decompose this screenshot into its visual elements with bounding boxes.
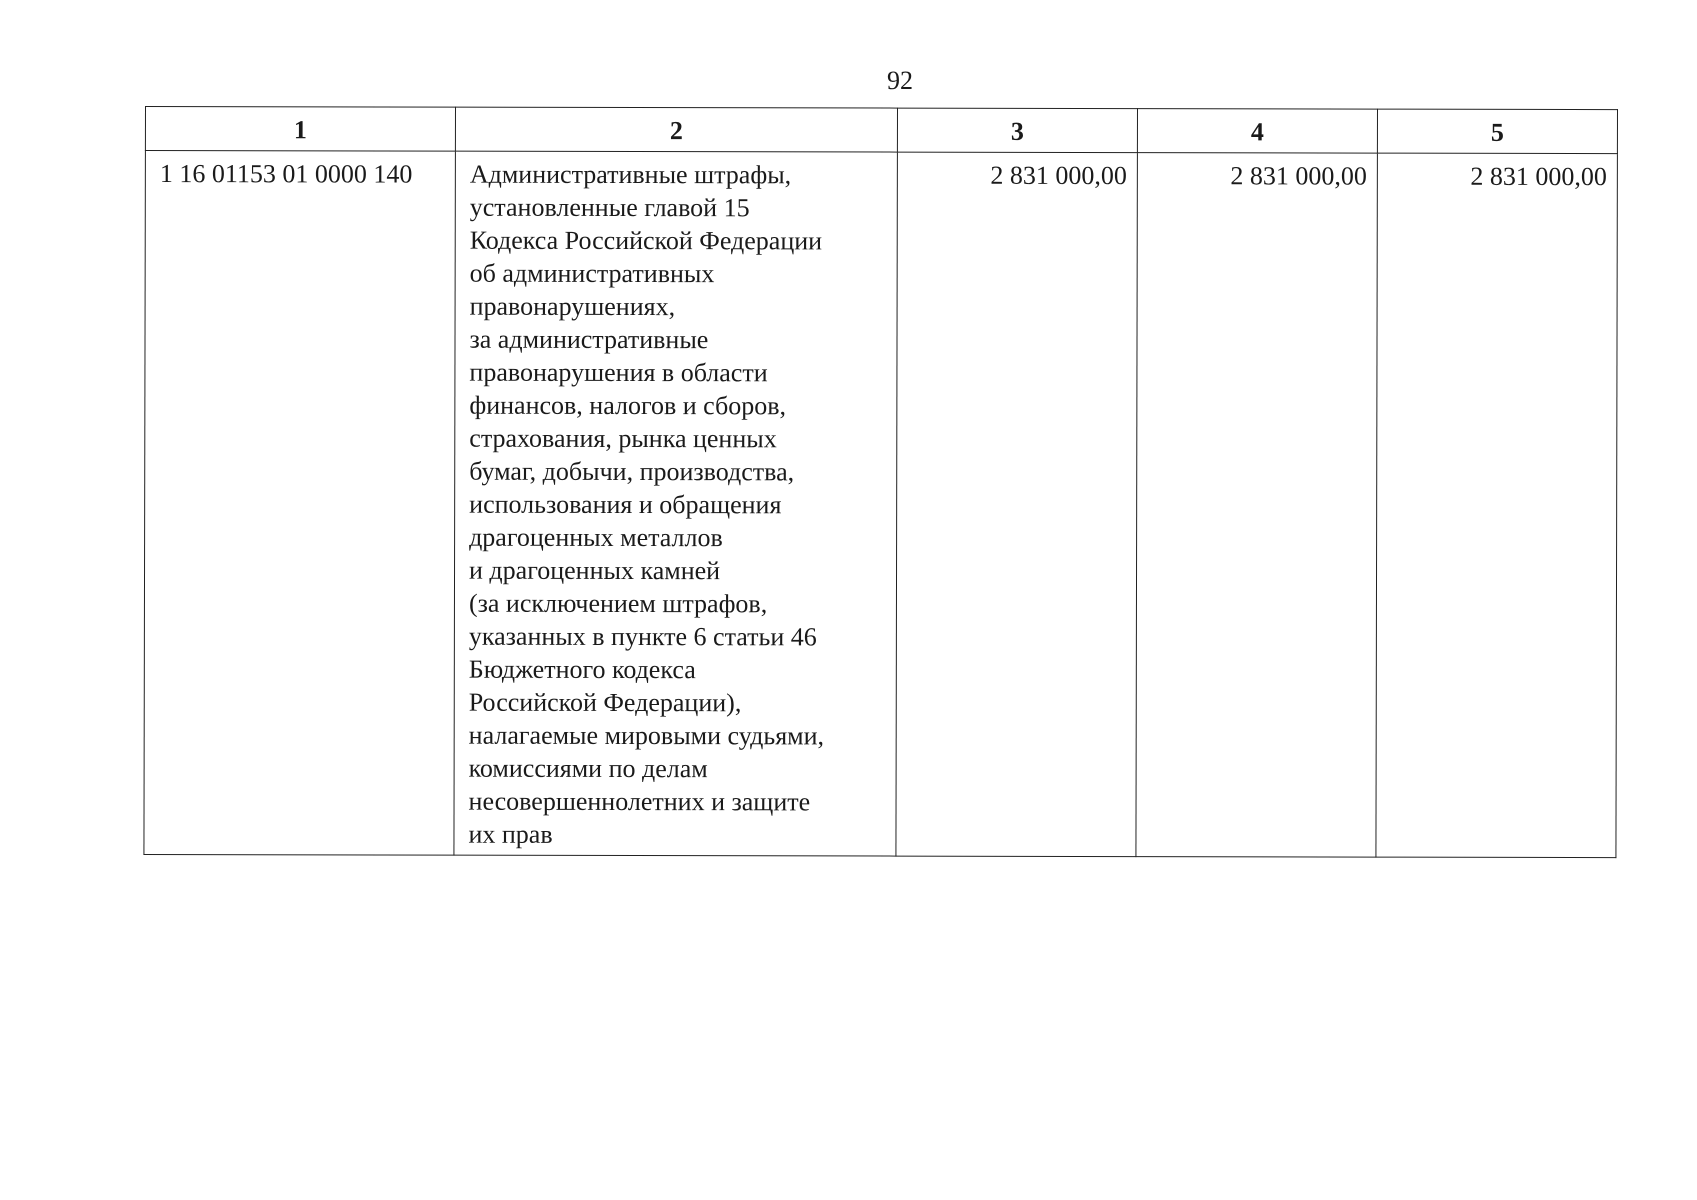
column-header-3: 3 xyxy=(897,108,1137,153)
column-header-5: 5 xyxy=(1377,109,1617,154)
description-line: бумаг, добычи, производства, xyxy=(469,456,795,487)
description-line: Административные штрафы, xyxy=(469,159,792,190)
description-line: за административные xyxy=(469,324,709,355)
income-description xyxy=(454,151,897,856)
description-line: указанных в пункте 6 статьи 46 xyxy=(468,621,817,652)
description-line: финансов, налогов и сборов, xyxy=(469,390,787,421)
column-header-1: 1 xyxy=(145,107,455,152)
amount-column-5: 2 831 000,00 xyxy=(1376,153,1617,858)
column-header-4: 4 xyxy=(1137,109,1377,154)
description-line: налагаемые мировыми судьями, xyxy=(468,720,825,751)
description-line: установленные главой 15 xyxy=(469,192,750,223)
description-line: правонарушениях, xyxy=(469,291,676,322)
description-line: использования и обращения xyxy=(469,489,782,520)
description-line: несовершеннолетних и защите xyxy=(468,786,811,817)
description-line: драгоценных металлов xyxy=(469,522,723,553)
page-number: 92 xyxy=(887,66,913,95)
column-header-2: 2 xyxy=(455,107,897,152)
table-row xyxy=(144,151,1617,858)
description-line: их прав xyxy=(468,819,553,849)
amount-column-4: 2 831 000,00 xyxy=(1136,153,1377,858)
description-line: страхования, рынка ценных xyxy=(469,423,777,454)
description-line: и драгоценных камней xyxy=(468,555,721,586)
budget-table xyxy=(143,106,1618,858)
amount-column-3: 2 831 000,00 xyxy=(896,152,1137,857)
description-line: об административных xyxy=(469,258,715,289)
description-line: Российской Федерации), xyxy=(468,687,742,718)
description-line: Кодекса Российской Федерации xyxy=(469,225,823,256)
budget-classification-code: 1 16 01153 01 0000 140 xyxy=(144,151,455,856)
description-line: (за исключением штрафов, xyxy=(468,588,768,619)
description-line: комиссиями по делам xyxy=(468,753,708,784)
description-line: Бюджетного кодекса xyxy=(468,654,696,685)
table-header-row xyxy=(145,107,1617,154)
description-line: правонарушения в области xyxy=(469,357,768,388)
